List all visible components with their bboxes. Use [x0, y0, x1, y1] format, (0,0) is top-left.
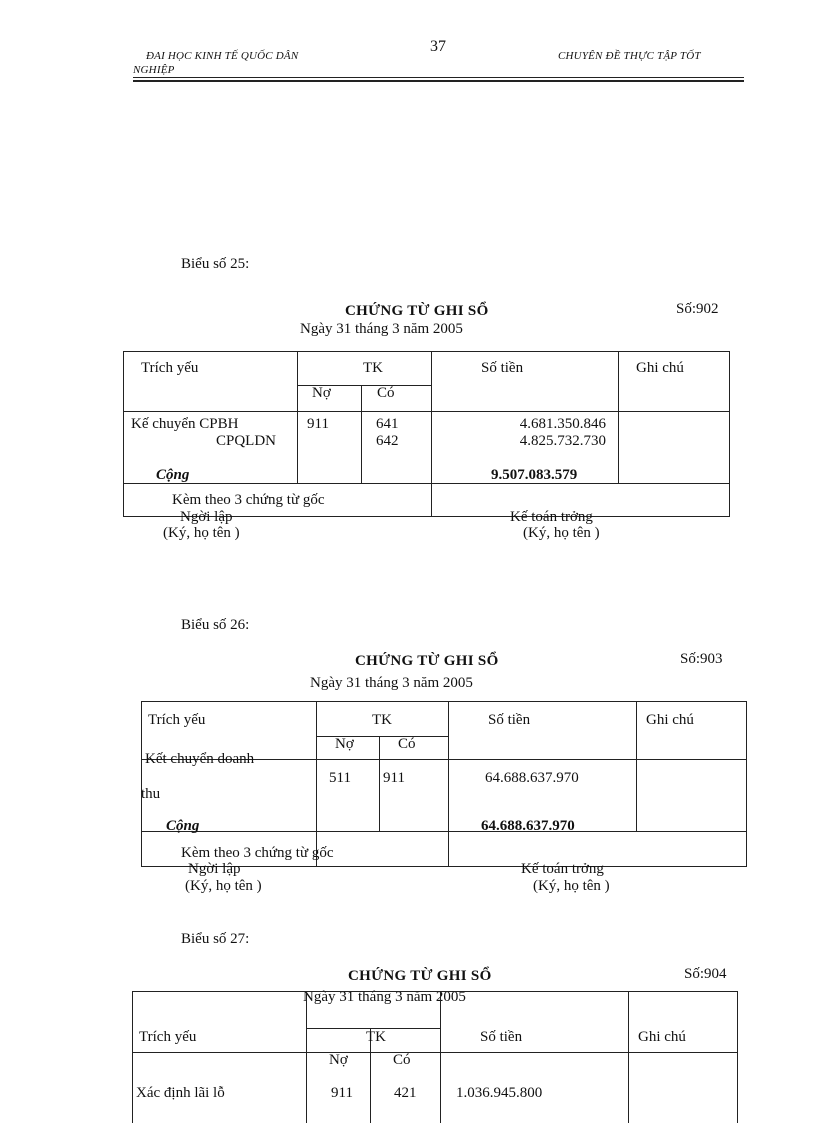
chief-accountant: Kế toán trởng [521, 861, 604, 877]
chief-accountant-sign: (Ký, họ tên ) [533, 878, 610, 894]
header-rule-top [133, 77, 744, 78]
row-debit-account: 911 [331, 1085, 353, 1101]
voucher-26-date: Ngày 31 tháng 3 năm 2005 [310, 675, 473, 691]
row-amount: 1.036.945.800 [456, 1085, 543, 1101]
col-header-trich-yeu: Trích yếu [141, 360, 199, 376]
header-thesis-title: CHUYÊN ĐỀ THỰC TẬP TỐT [558, 50, 701, 62]
col-header-no: Nợ [312, 385, 331, 401]
prepared-by: Ngời lập [188, 861, 241, 877]
col-header-so-tien: Số tiền [488, 712, 531, 728]
chief-accountant-sign: (Ký, họ tên ) [523, 525, 600, 541]
prepared-by-sign: (Ký, họ tên ) [163, 525, 240, 541]
total-label: Cộng [156, 467, 190, 483]
voucher-26-label: Biểu số 26: [181, 617, 250, 633]
voucher-25-number: Số:902 [676, 301, 719, 317]
row-debit-account: 911 [307, 416, 329, 432]
voucher-27-title: CHỨNG TỪ GHI SỔ [348, 968, 492, 984]
total-amount: 64.688.637.970 [481, 818, 575, 834]
voucher-26-title: CHỨNG TỪ GHI SỔ [355, 653, 499, 669]
row-description: Kết chuyển doanh [145, 751, 255, 767]
col-header-tk: TK [372, 712, 392, 728]
voucher-27-number: Số:904 [684, 966, 727, 982]
total-amount: 9.507.083.579 [491, 467, 578, 483]
row-description: Xác định lãi lỗ [136, 1085, 225, 1101]
row-description: Kế chuyển CPBH [131, 416, 239, 432]
voucher-25-label: Biểu số 25: [181, 256, 250, 272]
col-header-co: Có [393, 1052, 411, 1068]
row-credit-account: 421 [394, 1085, 417, 1101]
voucher-25-date: Ngày 31 tháng 3 năm 2005 [300, 321, 463, 337]
col-header-trich-yeu: Trích yếu [148, 712, 206, 728]
col-header-ghi-chu: Ghi chú [636, 360, 684, 376]
row-credit-account-2: 642 [376, 433, 399, 449]
col-header-so-tien: Số tiền [480, 1029, 523, 1045]
header-university: ĐAI HỌC KINH TẾ QUỐC DÂN [146, 50, 299, 62]
col-header-tk: TK [363, 360, 383, 376]
col-header-co: Có [377, 385, 395, 401]
header-rule-bottom [133, 80, 744, 82]
col-header-trich-yeu: Trích yếu [139, 1029, 197, 1045]
total-label: Cộng [166, 818, 200, 834]
attached-documents: Kèm theo 3 chứng từ gốc [172, 492, 325, 508]
header-university-cont: NGHIỆP [133, 64, 175, 76]
page-number: 37 [430, 38, 446, 55]
row-amount-1: 4.681.350.846 [519, 416, 606, 432]
prepared-by: Ngời lập [180, 509, 233, 525]
row-amount: 64.688.637.970 [485, 770, 579, 786]
row-credit-account-1: 641 [376, 416, 399, 432]
col-header-so-tien: Số tiền [481, 360, 524, 376]
row-debit-account: 511 [329, 770, 351, 786]
voucher-26-number: Số:903 [680, 651, 723, 667]
col-header-ghi-chu: Ghi chú [646, 712, 694, 728]
row-description-cont: thu [141, 786, 161, 802]
row-credit-account: 911 [383, 770, 405, 786]
prepared-by-sign: (Ký, họ tên ) [185, 878, 262, 894]
attached-documents: Kèm theo 3 chứng từ gốc [181, 845, 334, 861]
col-header-ghi-chu: Ghi chú [638, 1029, 686, 1045]
row-amount-2: 4.825.732.730 [519, 433, 606, 449]
voucher-27-label: Biểu số 27: [181, 931, 250, 947]
col-header-tk: TK [366, 1029, 386, 1045]
voucher-27-date: Ngày 31 tháng 3 năm 2005 [303, 989, 466, 1005]
row-description-cont: CPQLDN [216, 433, 277, 449]
col-header-no: Nợ [329, 1052, 348, 1068]
voucher-25-title: CHỨNG TỪ GHI SỔ [345, 303, 489, 319]
col-header-no: Nợ [335, 736, 354, 752]
chief-accountant: Kế toán trởng [510, 509, 593, 525]
col-header-co: Có [398, 736, 416, 752]
